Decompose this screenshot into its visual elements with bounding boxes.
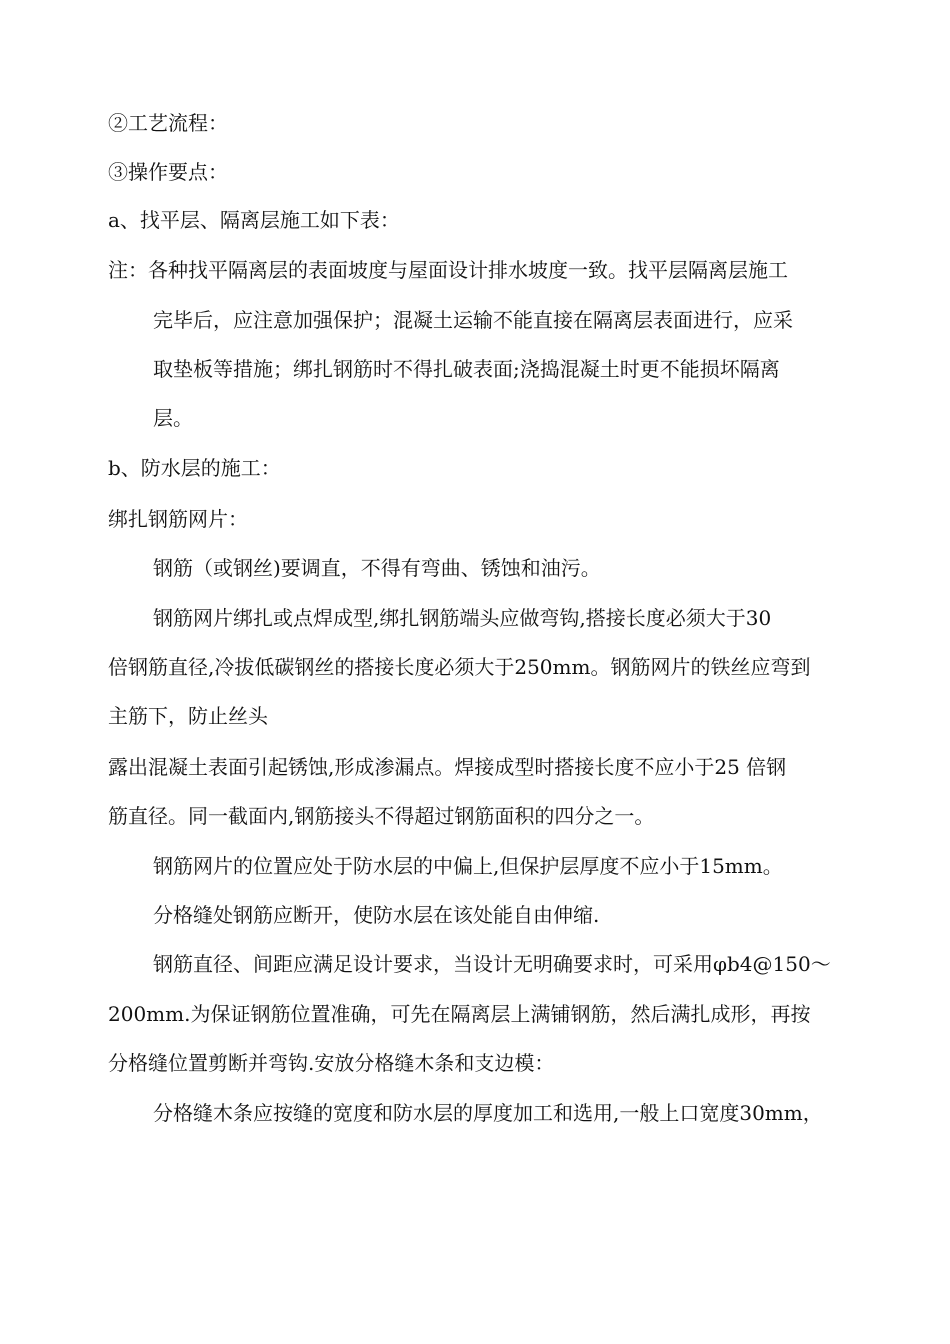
text-line: 主筋下，防止丝头 (108, 704, 268, 728)
text-line: 露出混凝土表面引起锈蚀,形成渗漏点。焊接成型时搭接长度不应小于25 倍钢 (108, 755, 787, 779)
text-line: 完毕后，应注意加强保护；混凝土运输不能直接在隔离层表面进行，应采 (153, 308, 793, 332)
text-line: 筋直径。同一截面内,钢筋接头不得超过钢筋面积的四分之一。 (108, 804, 655, 828)
text-line: 200mm.为保证钢筋位置准确，可先在隔离层上满铺钢筋，然后满扎成形，再按 (108, 1002, 811, 1026)
text-line: ②工艺流程： (108, 111, 228, 135)
text-line: 倍钢筋直径,冷拔低碳钢丝的搭接长度必须大于250mm。钢筋网片的铁丝应弯到 (108, 655, 811, 679)
text-line: ③操作要点： (108, 160, 228, 184)
text-line: a、找平层、隔离层施工如下表： (108, 208, 400, 232)
text-line: 分格缝位置剪断并弯钩.安放分格缝木条和支边模： (108, 1051, 555, 1075)
text-line: 钢筋（或钢丝)要调直，不得有弯曲、锈蚀和油污。 (153, 556, 601, 580)
text-line: 绑扎钢筋网片： (108, 507, 248, 531)
text-line: 层。 (153, 406, 193, 430)
text-line: 注：各种找平隔离层的表面坡度与屋面设计排水坡度一致。找平层隔离层施工 (108, 258, 788, 282)
text-line: 分格缝处钢筋应断开，使防水层在该处能自由伸缩. (153, 903, 600, 927)
text-line: 取垫板等措施；绑扎钢筋时不得扎破表面;浇捣混凝土时更不能损坏隔离 (153, 357, 780, 381)
text-line: 钢筋直径、间距应满足设计要求，当设计无明确要求时，可采用φb4@150～ (153, 952, 831, 976)
text-line: 分格缝木条应按缝的宽度和防水层的厚度加工和选用,一般上口宽度30mm， (153, 1101, 823, 1125)
text-line: b、防水层的施工： (108, 456, 281, 480)
text-line: 钢筋网片绑扎或点焊成型,绑扎钢筋端头应做弯钩,搭接长度必须大于30 (153, 606, 772, 630)
text-line: 钢筋网片的位置应处于防水层的中偏上,但保护层厚度不应小于15mm。 (153, 854, 783, 878)
